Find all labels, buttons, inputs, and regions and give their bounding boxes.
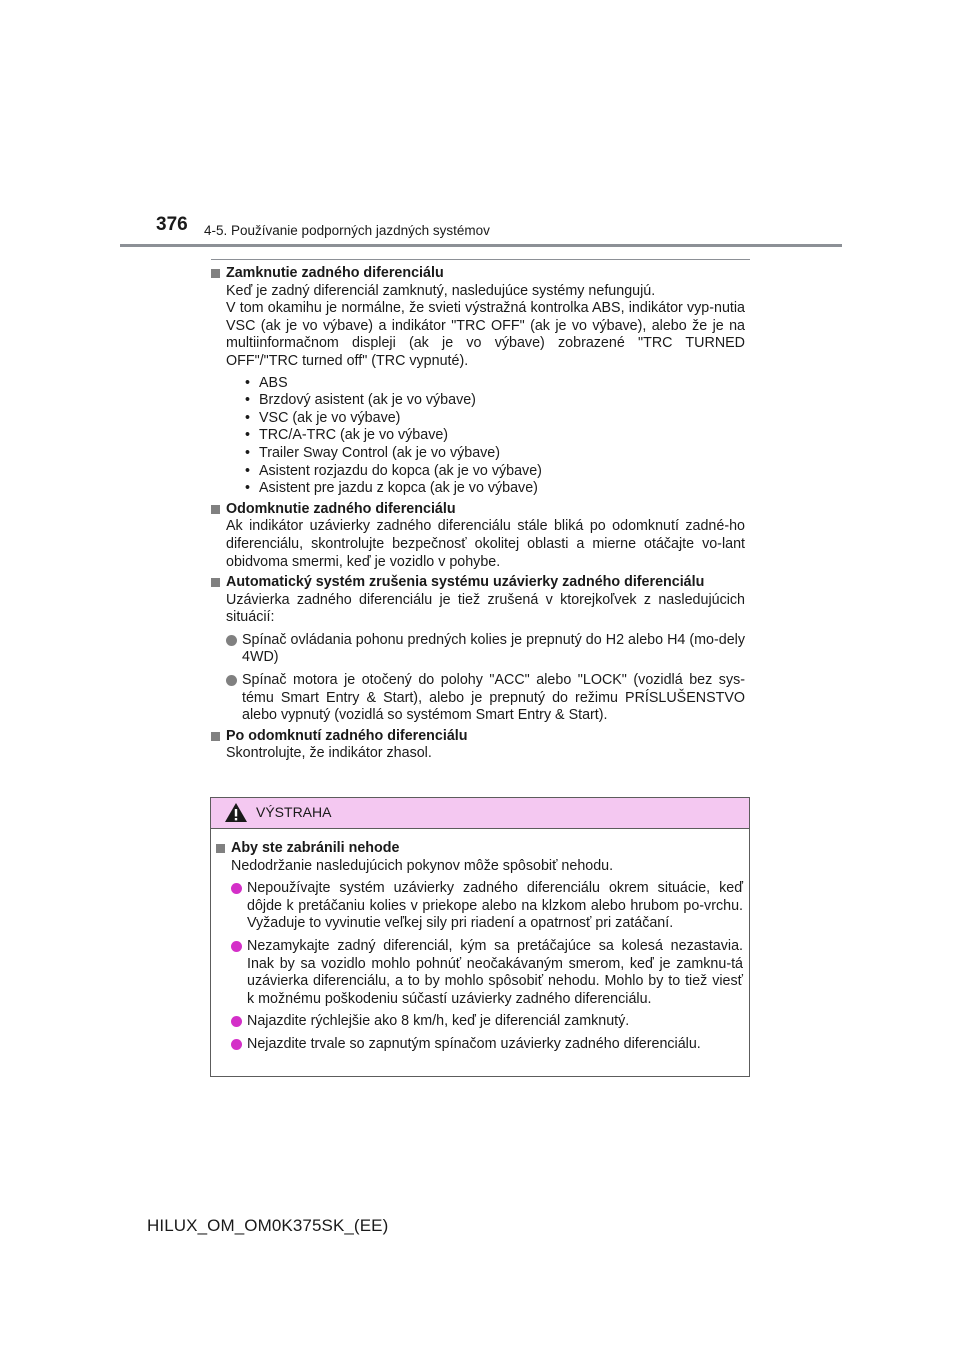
bullet-icon: • xyxy=(245,374,251,391)
list-item xyxy=(245,463,745,481)
bullet-icon: • xyxy=(245,444,251,461)
chapter-title: 4-5. Používanie podporných jazdných systémov xyxy=(204,223,490,238)
warning-intro: Nedodržanie nasledujúcich pokynov môže spôsobiť nehodu. xyxy=(231,857,614,874)
square-bullet-icon xyxy=(211,578,220,587)
list-item-text: Asistent rozjazdu do kopca (ak je vo výbave) xyxy=(259,462,542,479)
circle-bullet-icon xyxy=(226,635,237,646)
square-bullet-icon xyxy=(211,732,220,741)
square-bullet-icon xyxy=(216,844,225,853)
bullet-icon: • xyxy=(245,480,251,497)
section-heading xyxy=(211,265,745,283)
bullet-icon: • xyxy=(245,427,251,444)
section-heading xyxy=(211,501,745,519)
warning-triangle-icon xyxy=(224,802,248,823)
bullet-icon: • xyxy=(245,462,251,479)
square-bullet-icon xyxy=(211,269,220,278)
warning-heading xyxy=(216,840,743,858)
list-item xyxy=(245,392,745,410)
warning-item xyxy=(231,938,743,1008)
warning-item-text: Nejazdite trvale so zapnutým spínačom uzávierky zadného diferenciálu. xyxy=(247,1035,701,1052)
list-item-text: Brzdový asistent (ak je vo výbave) xyxy=(259,392,476,409)
section-heading xyxy=(211,728,745,746)
list-item-text: ABS xyxy=(259,374,288,391)
warning-content xyxy=(216,840,743,1054)
bullet-list xyxy=(226,375,745,498)
list-item xyxy=(245,410,745,428)
paragraph: Skontrolujte, že indikátor zhasol. xyxy=(226,745,432,762)
warning-box xyxy=(210,797,750,1077)
list-item xyxy=(245,375,745,393)
list-item-text: Trailer Sway Control (ak je vo výbave) xyxy=(259,444,501,461)
header-rule xyxy=(120,244,842,247)
list-item-text: VSC (ak je vo výbave) xyxy=(259,409,401,426)
list-item-text: Spínač ovládania pohonu predných kolies je prepnutý do H2 alebo H4 (mo-dely 4WD) xyxy=(242,631,745,666)
section-after-unlock xyxy=(211,728,745,763)
circle-bullet-icon xyxy=(226,675,237,686)
paragraph: Ak indikátor uzávierky zadného diferenciálu stále bliká po odomknutí zadné-ho diferenciálu, skontrolujte bezpečnosť okolitej oblasti a mierne otáčajte vo-lant obidvoma smermi, keď je vozidlo v pohybe. xyxy=(226,518,745,570)
warning-item-text: Nezamykajte zadný diferenciál, kým sa pretáčajúce sa kolesá nezastavia. Inak by sa vozidlo mohlo pohnúť neočakávaným smerom, keď je zamknu-tá uzávierka diferenciálu, a to by mohlo spôsobiť nehodu. Mohlo by to tiež viesť k možnému poškodeniu súčastí uzávierky zadného diferenciálu. xyxy=(247,937,743,1007)
section-title: Zamknutie zadného diferenciálu xyxy=(226,265,444,281)
list-item xyxy=(245,445,745,463)
section-title: Automatický systém zrušenia systému uzávierky zadného diferenciálu xyxy=(226,574,705,591)
warning-label: VÝSTRAHA xyxy=(256,804,332,820)
warning-item-text: Nepoužívajte systém uzávierky zadného diferenciálu okrem situácie, keď dôjde k pretáčaniu kolies v priekope alebo na klzkom alebo hrubom po-vrchu. Vyžaduje to vyvinutie veľkej sily pri riadení a opatrnosť pri zatáčaní. xyxy=(247,880,743,932)
warning-item-text: Najazdite rýchlejšie ako 8 km/h, keď je diferenciál zamknutý. xyxy=(247,1013,630,1030)
circle-bullet-icon xyxy=(231,883,242,894)
warning-header xyxy=(211,798,749,829)
list-item xyxy=(226,672,745,725)
warning-heading-title: Aby ste zabránili nehode xyxy=(231,840,400,856)
section-rear-diff-unlock xyxy=(211,501,745,571)
list-item-text: Asistent pre jazdu z kopca (ak je vo výbave) xyxy=(259,480,538,497)
circle-bullet-icon xyxy=(231,1039,242,1050)
content-rule xyxy=(211,259,750,260)
list-item xyxy=(245,480,745,498)
warning-item xyxy=(231,1013,743,1031)
list-item-text: Spínač motora je otočený do polohy "ACC" alebo "LOCK" (vozidlá bez sys-tému Smart Entry & Start), alebo je prepnutý do režimu PRÍSLUŠENSTVO alebo vypnutý (vozidlá so systémom Smart Entry & Start). xyxy=(242,672,745,724)
list-item-text: TRC/A-TRC (ak je vo výbave) xyxy=(259,427,449,444)
circle-bullet-icon xyxy=(231,941,242,952)
paragraph: Uzávierka zadného diferenciálu je tiež zrušená v ktorejkoľvek z nasledujúcich situácií: xyxy=(226,591,745,626)
warning-item xyxy=(231,880,743,933)
page-number: 376 xyxy=(156,214,188,235)
square-bullet-icon xyxy=(211,505,220,514)
bullet-icon: • xyxy=(245,392,251,409)
document-code: HILUX_OM_OM0K375SK_(EE) xyxy=(147,1216,389,1235)
warning-item xyxy=(231,1036,743,1054)
list-item xyxy=(226,632,745,667)
section-heading xyxy=(211,574,745,592)
bullet-icon: • xyxy=(245,409,251,426)
section-title: Po odomknutí zadného diferenciálu xyxy=(226,727,468,744)
main-content xyxy=(211,265,745,766)
paragraph: V tom okamihu je normálne, že svieti výstražná kontrolka ABS, indikátor vyp-nutia VSC (ak je vo výbave) a indikátor "TRC OFF" (ak je vo výbave), alebo že je na multiinformačnom displeji (ak je vo výbave) zobrazené "TRC TURNED OFF"/"TRC turned off" (TRC vypnuté). xyxy=(226,300,745,369)
circle-bullet-icon xyxy=(231,1016,242,1027)
list-item xyxy=(245,427,745,445)
section-rear-diff-lock xyxy=(211,265,745,498)
section-title: Odomknutie zadného diferenciálu xyxy=(226,500,456,517)
paragraph: Keď je zadný diferenciál zamknutý, nasledujúce systémy nefungujú. xyxy=(226,282,656,299)
section-auto-cancel xyxy=(211,574,745,725)
